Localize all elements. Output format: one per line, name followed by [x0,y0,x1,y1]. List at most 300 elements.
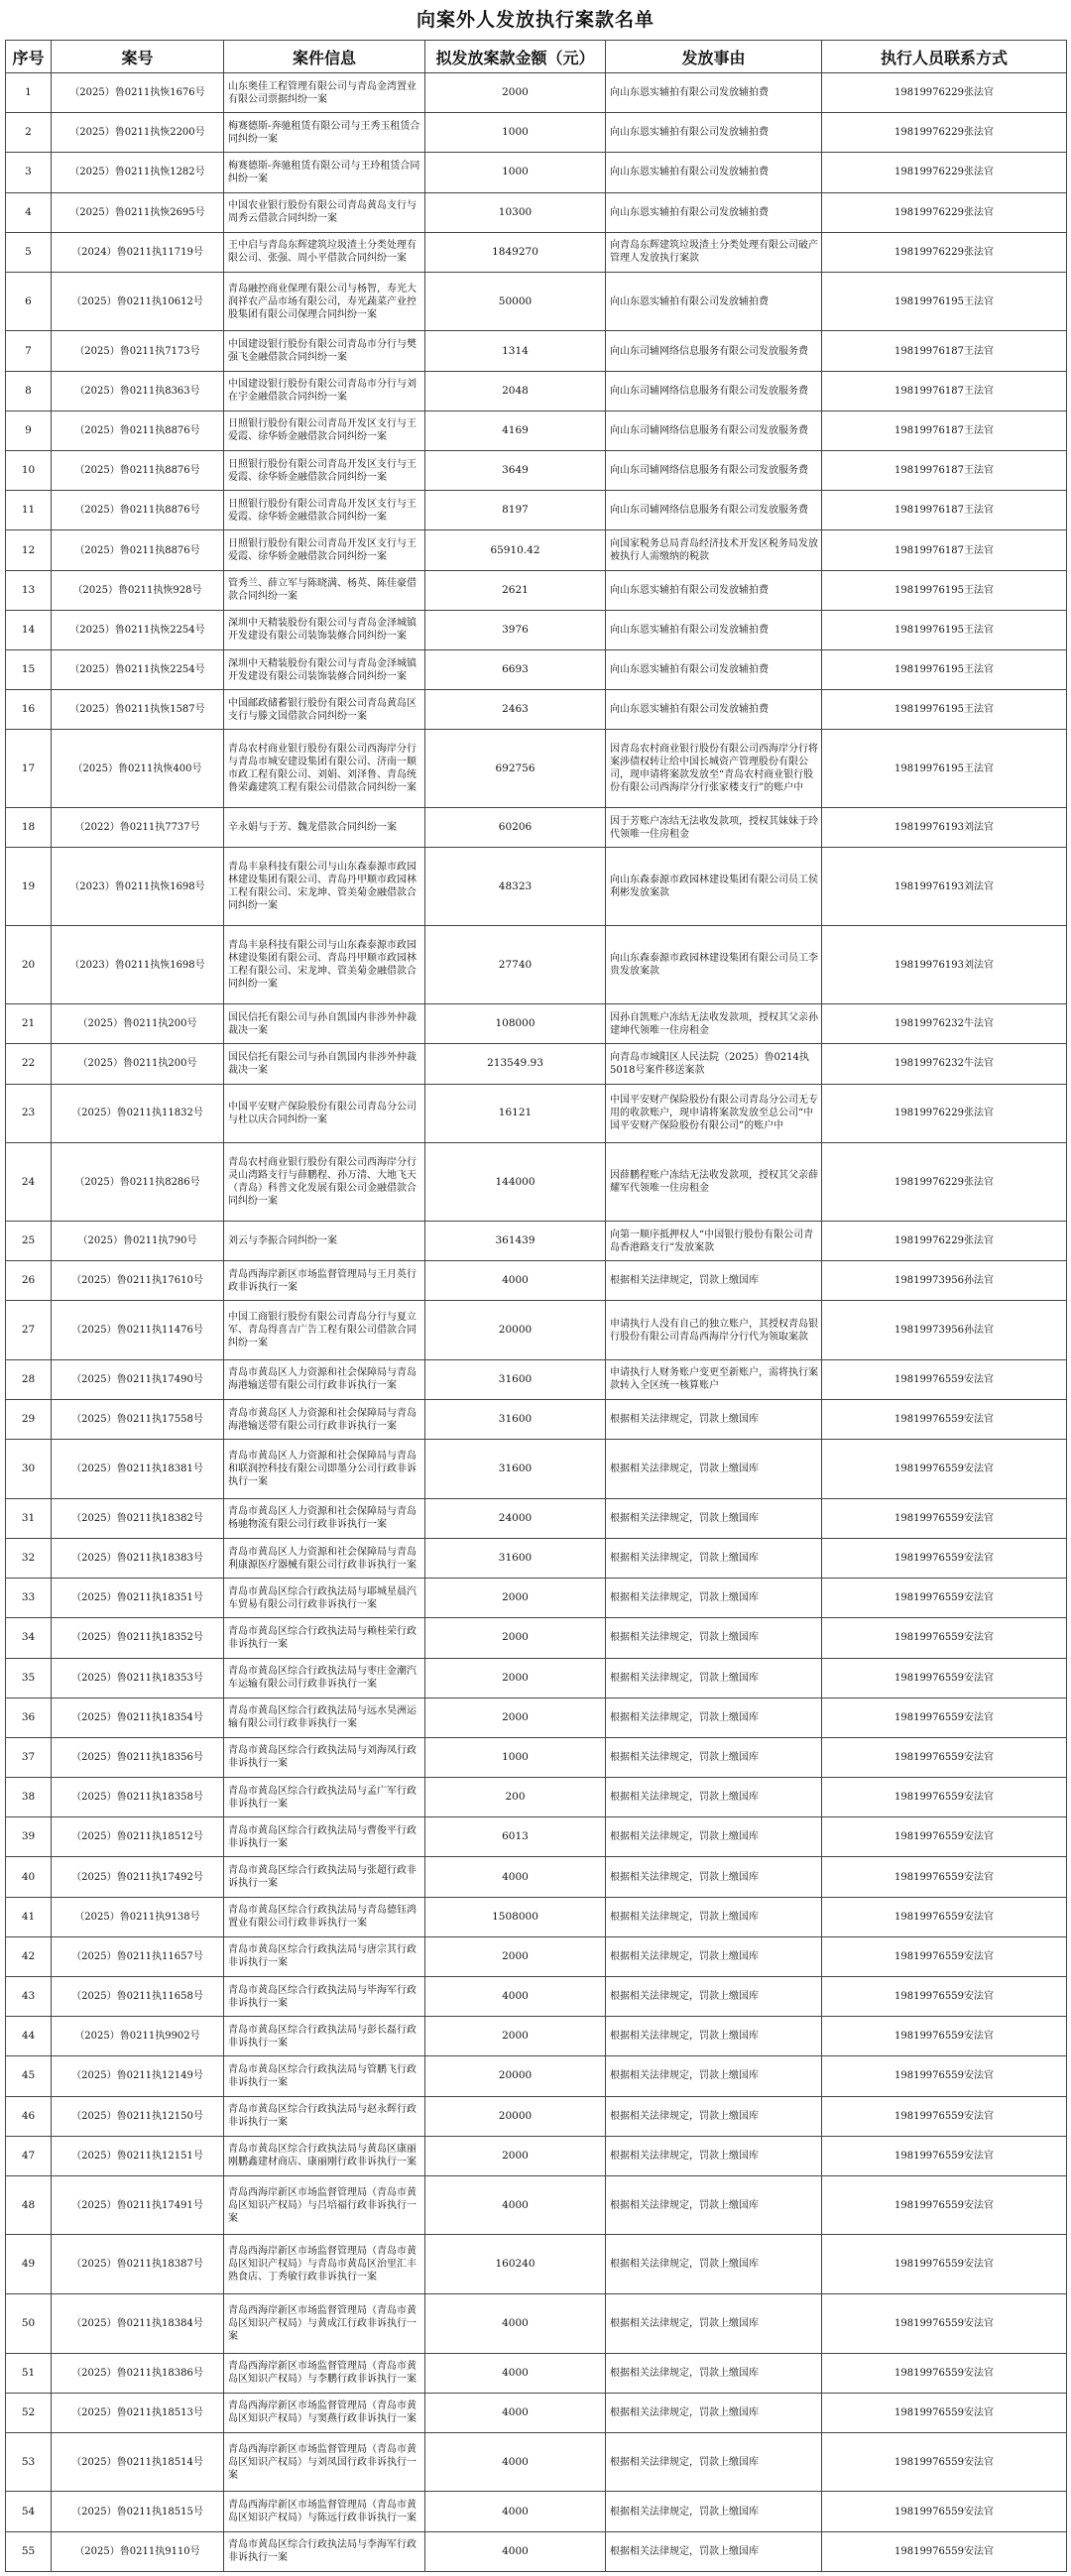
cell-case-info: 中国农业银行股份有限公司青岛黄岛支行与周秀云借款合同纠纷一案 [224,192,425,232]
cell-case-info: 青岛市黄岛区综合行政执法局与黄岛区康丽刚鹏鑫建材商店、康丽刚行政非诉执行一案 [224,2136,425,2175]
cell-reason: 向青岛市城阳区人民法院（2025）鲁0214执5018号案件移送案款 [606,1044,822,1084]
table-row [6,1498,1067,1538]
cell-seq: 24 [6,1143,52,1222]
cell-amount: 31600 [425,1538,606,1578]
cell-seq: 38 [6,1778,52,1817]
table-row [6,2235,1067,2294]
cell-case-no: （2025）鲁0211执12149号 [52,2056,224,2096]
cell-contact: 19819976195王法官 [822,649,1067,689]
cell-reason: 根据相关法律规定，罚款上缴国库 [606,1579,822,1618]
cell-reason: 根据相关法律规定，罚款上缴国库 [606,1977,822,2017]
cell-contact: 19819976187王法官 [822,331,1067,371]
cell-amount: 27740 [425,926,606,1004]
cell-contact: 19819976187王法官 [822,371,1067,410]
cell-contact: 19819976559安法官 [822,2492,1067,2531]
cell-amount: 160240 [425,2235,606,2294]
header-amount: 拟发放案款金额（元） [425,41,606,73]
cell-seq: 36 [6,1698,52,1737]
cell-seq: 26 [6,1261,52,1301]
cell-reason: 向山东森泰源市政园林建设集团有限公司员工李贵发放案款 [606,926,822,1004]
cell-seq: 46 [6,2096,52,2136]
cell-case-no: （2025）鲁0211执18356号 [52,1737,224,1777]
cell-case-no: （2025）鲁0211执17492号 [52,1857,224,1897]
table-row [6,1084,1067,1143]
cell-seq: 30 [6,1440,52,1499]
table-row [6,730,1067,808]
cell-case-no: （2025）鲁0211执18381号 [52,1440,224,1499]
table-row [6,570,1067,610]
cell-reason: 向国家税务总局青岛经济技术开发区税务局发放被执行人需缴纳的税款 [606,530,822,570]
table-row [6,2175,1067,2235]
cell-case-no: （2025）鲁0211执7173号 [52,331,224,371]
cell-case-info: 青岛西海岸新区市场监督管理局（青岛市黄岛区知识产权局）与青岛市黄岛区治里汇丰熟食店、丁秀敏行政非诉执行一案 [224,2235,425,2294]
table-row [6,926,1067,1004]
cell-reason: 根据相关法律规定，罚款上缴国库 [606,1498,822,1538]
cell-contact: 19819976559安法官 [822,1400,1067,1440]
cell-amount: 4169 [425,410,606,450]
cell-case-info: 日照银行股份有限公司青岛开发区支行与王爱霞、徐华娇金融借款合同纠纷一案 [224,530,425,570]
cell-reason: 根据相关法律规定，罚款上缴国库 [606,2175,822,2235]
cell-amount: 50000 [425,272,606,331]
cell-contact: 19819976559安法官 [822,2175,1067,2235]
cell-seq: 16 [6,690,52,730]
cell-amount: 1000 [425,113,606,153]
cell-amount: 6013 [425,1817,606,1857]
cell-seq: 42 [6,1936,52,1976]
cell-amount: 1508000 [425,1897,606,1936]
cell-reason: 根据相关法律规定，罚款上缴国库 [606,1817,822,1857]
cell-case-info: 青岛市黄岛区综合行政执法局与张超行政非诉执行一案 [224,1857,425,1897]
cell-amount: 2000 [425,1698,606,1737]
cell-contact: 19819976559安法官 [822,2017,1067,2056]
cell-amount: 48323 [425,848,606,926]
table-row [6,1977,1067,2017]
table-row [6,1301,1067,1360]
cell-seq: 53 [6,2432,52,2492]
cell-case-no: （2022）鲁0211执7737号 [52,808,224,848]
cell-case-info: 青岛西海岸新区市场监督管理局与王月英行政非诉执行一案 [224,1261,425,1301]
cell-amount: 24000 [425,1498,606,1538]
table-row [6,153,1067,192]
cell-amount: 31600 [425,1440,606,1499]
cell-reason: 根据相关法律规定，罚款上缴国库 [606,2531,822,2571]
cell-contact: 19819976559安法官 [822,1857,1067,1897]
table-row [6,410,1067,450]
cell-contact: 19819976559安法官 [822,2056,1067,2096]
cell-case-no: （2025）鲁0211执9902号 [52,2017,224,2056]
cell-contact: 19819976559安法官 [822,1498,1067,1538]
cell-case-no: （2025）鲁0211执18351号 [52,1579,224,1618]
cell-case-info: 深圳中天精装股份有限公司与青岛金泽城镇开发建设有限公司装饰装修合同纠纷一案 [224,610,425,649]
table-row [6,2432,1067,2492]
cell-reason: 向山东恩实辅拍有限公司发放辅拍费 [606,649,822,689]
cell-amount: 3649 [425,451,606,491]
cell-reason: 因孙自凯账户冻结无法收发款项，授权其父亲孙建坤代领唯一住房租金 [606,1004,822,1044]
cell-seq: 31 [6,1498,52,1538]
cell-reason: 根据相关法律规定，罚款上缴国库 [606,2056,822,2096]
cell-reason: 根据相关法律规定，罚款上缴国库 [606,2096,822,2136]
cell-reason: 向山东恩实辅拍有限公司发放辅拍费 [606,690,822,730]
table-row [6,1936,1067,1976]
cell-case-info: 青岛农村商业银行股份有限公司西海岸分行灵山湾路支行与薛鹏程、孙万清、大地飞天（青岛）科普文化发展有限公司金融借款合同纠纷一案 [224,1143,425,1222]
cell-seq: 20 [6,926,52,1004]
cell-case-info: 青岛市黄岛区综合行政执法局与毕海军行政非诉执行一案 [224,1977,425,2017]
cell-case-no: （2025）鲁0211执18514号 [52,2432,224,2492]
cell-seq: 29 [6,1400,52,1440]
table-row [6,1538,1067,1578]
table-row [6,1004,1067,1044]
cell-seq: 23 [6,1084,52,1143]
cell-amount: 6693 [425,649,606,689]
table-row [6,2017,1067,2056]
cell-reason: 根据相关法律规定，罚款上缴国库 [606,1261,822,1301]
cell-reason: 根据相关法律规定，罚款上缴国库 [606,2492,822,2531]
cell-case-no: （2025）鲁0211执9110号 [52,2531,224,2571]
cell-reason: 向山东司辅网络信息服务有限公司发放服务费 [606,331,822,371]
table-row [6,1044,1067,1084]
cell-contact: 19819976559安法官 [822,2294,1067,2354]
cell-case-info: 国民信托有限公司与孙自凯国内非涉外仲裁裁决一案 [224,1044,425,1084]
cell-contact: 19819976193刘法官 [822,848,1067,926]
cell-case-no: （2025）鲁0211执恢2695号 [52,192,224,232]
cell-case-no: （2025）鲁0211执11658号 [52,1977,224,2017]
cell-case-no: （2025）鲁0211执18515号 [52,2492,224,2531]
cell-amount: 2621 [425,570,606,610]
cell-seq: 27 [6,1301,52,1360]
cell-amount: 2000 [425,2017,606,2056]
cell-contact: 19819976195王法官 [822,570,1067,610]
cell-case-info: 青岛市黄岛区综合行政执法局与刘海凤行政非诉执行一案 [224,1737,425,1777]
cell-case-no: （2025）鲁0211执9138号 [52,1897,224,1936]
cell-case-no: （2025）鲁0211执8363号 [52,371,224,410]
cell-contact: 19819976559安法官 [822,2096,1067,2136]
cell-seq: 33 [6,1579,52,1618]
table-row [6,848,1067,926]
cell-case-no: （2025）鲁0211执12150号 [52,2096,224,2136]
cell-case-info: 青岛西海岸新区市场监督管理局（青岛市黄岛区知识产权局）与陈远行政非诉执行一案 [224,2492,425,2531]
table-row [6,232,1067,272]
table-row [6,451,1067,491]
table-row [6,1440,1067,1499]
table-row [6,2056,1067,2096]
cell-case-no: （2023）鲁0211执恢1698号 [52,848,224,926]
table-row [6,1857,1067,1897]
cell-amount: 1000 [425,1737,606,1777]
cell-seq: 32 [6,1538,52,1578]
page-title: 向案外人发放执行案款名单 [416,9,654,31]
cell-reason: 向山东恩实辅拍有限公司发放辅拍费 [606,153,822,192]
cell-case-no: （2024）鲁0211执11719号 [52,232,224,272]
cell-contact: 19819976559安法官 [822,2432,1067,2492]
cell-reason: 根据相关法律规定，罚款上缴国库 [606,1857,822,1897]
cell-reason: 因青岛农村商业银行股份有限公司西海岸分行将案涉债权转让给中国长城资产管理股份有限公司，现申请将案款发放至“青岛农村商业银行股份有限公司西海岸分行张家楼支行”的账户中 [606,730,822,808]
cell-seq: 55 [6,2531,52,2571]
table-row [6,1618,1067,1658]
cell-amount: 2000 [425,2136,606,2175]
cell-case-info: 日照银行股份有限公司青岛开发区支行与王爱霞、徐华娇金融借款合同纠纷一案 [224,491,425,530]
cell-seq: 11 [6,491,52,530]
table-body [6,73,1067,2572]
cell-reason: 根据相关法律规定，罚款上缴国库 [606,2432,822,2492]
cell-reason: 向山东森泰源市政园林建设集团有限公司员工侯利彬发放案款 [606,848,822,926]
cell-reason: 根据相关法律规定，罚款上缴国库 [606,2235,822,2294]
cell-seq: 37 [6,1737,52,1777]
cell-case-no: （2025）鲁0211执10612号 [52,272,224,331]
cell-case-no: （2025）鲁0211执8876号 [52,410,224,450]
cell-amount: 2000 [425,1658,606,1698]
cell-contact: 19819976229张法官 [822,1084,1067,1143]
cell-amount: 2000 [425,1579,606,1618]
cell-contact: 19819976559安法官 [822,1658,1067,1698]
cell-contact: 19819973956孙法官 [822,1261,1067,1301]
cell-case-no: （2025）鲁0211执8876号 [52,491,224,530]
cell-seq: 5 [6,232,52,272]
cell-case-info: 青岛西海岸新区市场监督管理局（青岛市黄岛区知识产权局）与黄成江行政非诉执行一案 [224,2294,425,2354]
cell-seq: 43 [6,1977,52,2017]
table-row [6,610,1067,649]
cell-contact: 19819976229张法官 [822,232,1067,272]
cell-seq: 50 [6,2294,52,2354]
cell-amount: 4000 [425,1857,606,1897]
cell-case-no: （2025）鲁0211执18382号 [52,1498,224,1538]
cell-contact: 19819976559安法官 [822,2235,1067,2294]
table-row [6,690,1067,730]
cell-case-no: （2025）鲁0211执11832号 [52,1084,224,1143]
table-row [6,808,1067,848]
table-row [6,1579,1067,1618]
cell-case-info: 深圳中天精装股份有限公司与青岛金泽城镇开发建设有限公司装饰装修合同纠纷一案 [224,649,425,689]
cell-amount: 4000 [425,2353,606,2393]
cell-case-no: （2025）鲁0211执恢928号 [52,570,224,610]
table-row [6,2531,1067,2571]
cell-amount: 200 [425,1778,606,1817]
cell-case-no: （2025）鲁0211执200号 [52,1044,224,1084]
cell-case-info: 刘云与李振合同纠纷一案 [224,1221,425,1260]
cell-amount: 3976 [425,610,606,649]
cell-case-no: （2025）鲁0211执恢400号 [52,730,224,808]
cell-case-no: （2025）鲁0211执18386号 [52,2353,224,2393]
cell-contact: 19819976559安法官 [822,2531,1067,2571]
cell-amount: 4000 [425,2432,606,2492]
cell-case-info: 管秀兰、薛立军与陈晓满、杨英、陈佳豪借款合同纠纷一案 [224,570,425,610]
cell-case-info: 青岛市黄岛区综合行政执法局与赵永辉行政非诉执行一案 [224,2096,425,2136]
cell-case-no: （2025）鲁0211执17491号 [52,2175,224,2235]
cell-case-info: 中国平安财产保险股份有限公司青岛分公司与杜以庆合同纠纷一案 [224,1084,425,1143]
cell-case-info: 辛永娟与于芳、魏龙借款合同纠纷一案 [224,808,425,848]
cell-case-no: （2023）鲁0211执恢1698号 [52,926,224,1004]
table-row [6,371,1067,410]
cell-seq: 48 [6,2175,52,2235]
table-row [6,1261,1067,1301]
cell-contact: 19819976559安法官 [822,1817,1067,1857]
cell-reason: 向山东司辅网络信息服务有限公司发放服务费 [606,371,822,410]
cell-seq: 15 [6,649,52,689]
cell-case-info: 青岛市黄岛区综合行政执法局与耶城星晨汽车贸易有限公司行政非诉执行一案 [224,1579,425,1618]
table-row [6,192,1067,232]
cell-reason: 向第一顺序抵押权人“中国银行股份有限公司青岛香港路支行”发放案款 [606,1221,822,1260]
cell-reason: 申请执行人没有自己的独立账户，其授权青岛银行股份有限公司青岛西海岸分行代为领取案款 [606,1301,822,1360]
cell-case-no: （2025）鲁0211执790号 [52,1221,224,1260]
cell-case-info: 青岛市黄岛区综合行政执法局与孟广军行政非诉执行一案 [224,1778,425,1817]
table-row [6,1737,1067,1777]
cell-amount: 4000 [425,2492,606,2531]
cell-seq: 12 [6,530,52,570]
cell-contact: 19819976232牛法官 [822,1044,1067,1084]
cell-reason: 根据相关法律规定，罚款上缴国库 [606,2353,822,2393]
cell-reason: 向山东司辅网络信息服务有限公司发放服务费 [606,451,822,491]
cell-contact: 19819976559安法官 [822,1440,1067,1499]
cell-amount: 2000 [425,1618,606,1658]
cell-contact: 19819976559安法官 [822,2136,1067,2175]
table-header-row [6,41,1067,73]
cell-case-no: （2025）鲁0211执18358号 [52,1778,224,1817]
cell-contact: 19819976229张法官 [822,113,1067,153]
cell-amount: 60206 [425,808,606,848]
cell-case-no: （2025）鲁0211执12151号 [52,2136,224,2175]
cell-contact: 19819976193刘法官 [822,808,1067,848]
cell-seq: 34 [6,1618,52,1658]
cell-case-info: 青岛市黄岛区人力资源和社会保障局与青岛和联润控科技有限公司即墨分公司行政非诉执行一案 [224,1440,425,1499]
table-row [6,1658,1067,1698]
cell-contact: 19819976559安法官 [822,1737,1067,1777]
cell-seq: 8 [6,371,52,410]
cell-case-info: 日照银行股份有限公司青岛开发区支行与王爱霞、徐华娇金融借款合同纠纷一案 [224,451,425,491]
table-row [6,491,1067,530]
cell-contact: 19819976195王法官 [822,610,1067,649]
table-row [6,530,1067,570]
cell-contact: 19819976229张法官 [822,192,1067,232]
cell-case-no: （2025）鲁0211执17490号 [52,1359,224,1399]
cell-case-no: （2025）鲁0211执8876号 [52,530,224,570]
cell-reason: 根据相关法律规定，罚款上缴国库 [606,1400,822,1440]
cell-amount: 4000 [425,2393,606,2432]
cell-amount: 2000 [425,73,606,113]
table-row [6,1698,1067,1737]
cell-seq: 1 [6,73,52,113]
cell-reason: 根据相关法律规定，罚款上缴国库 [606,1618,822,1658]
cell-reason: 根据相关法律规定，罚款上缴国库 [606,2294,822,2354]
cell-contact: 19819976232牛法官 [822,1004,1067,1044]
cell-case-no: （2025）鲁0211执18383号 [52,1538,224,1578]
cell-contact: 19819976195王法官 [822,272,1067,331]
table-row [6,2393,1067,2432]
cell-case-info: 青岛西海岸新区市场监督管理局（青岛市黄岛区知识产权局）与李鹏行政非诉执行一案 [224,2353,425,2393]
cell-reason: 因薛鹏程账户冻结无法收发款项，授权其父亲薛耀军代领唯一住房租金 [606,1143,822,1222]
cell-case-no: （2025）鲁0211执18513号 [52,2393,224,2432]
cell-seq: 13 [6,570,52,610]
cell-reason: 根据相关法律规定，罚款上缴国库 [606,1658,822,1698]
cell-seq: 52 [6,2393,52,2432]
cell-contact: 19819976559安法官 [822,1538,1067,1578]
table-row [6,2294,1067,2354]
cell-seq: 21 [6,1004,52,1044]
cell-contact: 19819973956孙法官 [822,1301,1067,1360]
cell-case-no: （2025）鲁0211执恢1676号 [52,73,224,113]
cell-reason: 根据相关法律规定，罚款上缴国库 [606,2017,822,2056]
cell-contact: 19819976559安法官 [822,1698,1067,1737]
table-row [6,1400,1067,1440]
cell-case-info: 青岛市黄岛区综合行政执法局与彭长磊行政非诉执行一案 [224,2017,425,2056]
cell-case-no: （2025）鲁0211执8286号 [52,1143,224,1222]
cell-seq: 49 [6,2235,52,2294]
cell-case-info: 青岛市黄岛区综合行政执法局与李海军行政非诉执行一案 [224,2531,425,2571]
cell-seq: 22 [6,1044,52,1084]
table-row [6,113,1067,153]
cell-case-info: 青岛丰泉科技有限公司与山东森泰源市政园林建设集团有限公司、青岛丹甲顺市政园林工程有限公司、宋龙坤、管美菊金融借款合同纠纷一案 [224,848,425,926]
cell-case-info: 青岛市黄岛区综合行政执法局与管鹏飞行政非诉执行一案 [224,2056,425,2096]
cell-seq: 35 [6,1658,52,1698]
cell-amount: 213549.93 [425,1044,606,1084]
table-row [6,1221,1067,1260]
cell-case-no: （2025）鲁0211执18352号 [52,1618,224,1658]
cell-reason: 因于芳账户冻结无法收发款项，授权其妹妹于玲代领唯一住房租金 [606,808,822,848]
cell-case-info: 青岛市黄岛区综合行政执法局与远水昊洲运输有限公司行政非诉执行一案 [224,1698,425,1737]
cell-amount: 4000 [425,1261,606,1301]
cell-case-info: 中国工商银行股份有限公司青岛分行与夏立军、青岛得喜吉广告工程有限公司借款合同纠纷一案 [224,1301,425,1360]
cell-reason: 申请执行人财务账户变更至新账户，需将执行案款转入全区统一核算账户 [606,1359,822,1399]
cell-case-no: （2025）鲁0211执18512号 [52,1817,224,1857]
cell-amount: 16121 [425,1084,606,1143]
payout-table [5,40,1067,2572]
cell-contact: 19819976559安法官 [822,1579,1067,1618]
cell-contact: 19819976559安法官 [822,2393,1067,2432]
cell-amount: 31600 [425,1359,606,1399]
header-reason: 发放事由 [606,41,822,73]
cell-reason: 向青岛东辉建筑垃圾渣土分类处理有限公司破产管理人发放执行案款 [606,232,822,272]
cell-reason: 中国平安财产保险股份有限公司青岛分公司无专用的收款账户，现申请将案款发放至总公司“中国平安财产保险股份有限公司”的账户中 [606,1084,822,1143]
cell-seq: 6 [6,272,52,331]
cell-contact: 19819976187王法官 [822,451,1067,491]
cell-seq: 47 [6,2136,52,2175]
cell-reason: 向山东恩实辅拍有限公司发放辅拍费 [606,272,822,331]
cell-case-info: 青岛丰泉科技有限公司与山东森泰源市政园林建设集团有限公司、青岛丹甲顺市政园林工程有限公司、宋龙坤、管美菊金融借款合同纠纷一案 [224,926,425,1004]
header-seq: 序号 [6,41,52,73]
cell-case-info: 青岛市黄岛区人力资源和社会保障局与青岛杨驰物流有限公司行政非诉执行一案 [224,1498,425,1538]
cell-reason: 向山东恩实辅拍有限公司发放辅拍费 [606,113,822,153]
cell-reason: 向山东司辅网络信息服务有限公司发放服务费 [606,491,822,530]
table-row [6,2492,1067,2531]
cell-contact: 19819976559安法官 [822,1359,1067,1399]
table-row [6,1817,1067,1857]
cell-case-no: （2025）鲁0211执200号 [52,1004,224,1044]
cell-amount: 144000 [425,1143,606,1222]
cell-case-info: 日照银行股份有限公司青岛开发区支行与王爱霞、徐华娇金融借款合同纠纷一案 [224,410,425,450]
cell-case-no: （2025）鲁0211执11657号 [52,1936,224,1976]
cell-amount: 4000 [425,2531,606,2571]
cell-contact: 19819976229张法官 [822,1221,1067,1260]
cell-seq: 54 [6,2492,52,2531]
cell-seq: 41 [6,1897,52,1936]
table-row [6,649,1067,689]
cell-case-no: （2025）鲁0211执17558号 [52,1400,224,1440]
cell-amount: 8197 [425,491,606,530]
cell-case-info: 青岛市黄岛区人力资源和社会保障局与青岛海港输送带有限公司行政非诉执行一案 [224,1400,425,1440]
cell-seq: 18 [6,808,52,848]
table-row [6,331,1067,371]
cell-case-no: （2025）鲁0211执11476号 [52,1301,224,1360]
cell-case-info: 青岛西海岸新区市场监督管理局（青岛市黄岛区知识产权局）与刘凤国行政非诉执行一案 [224,2432,425,2492]
cell-amount: 20000 [425,1301,606,1360]
cell-amount: 108000 [425,1004,606,1044]
table-row [6,1778,1067,1817]
cell-contact: 19819976559安法官 [822,1977,1067,2017]
cell-reason: 向山东恩实辅拍有限公司发放辅拍费 [606,73,822,113]
table-row [6,2096,1067,2136]
cell-reason: 根据相关法律规定，罚款上缴国库 [606,1538,822,1578]
cell-reason: 根据相关法律规定，罚款上缴国库 [606,1698,822,1737]
cell-case-info: 青岛市黄岛区综合行政执法局与青岛德钰鸿置业有限公司行政非诉执行一案 [224,1897,425,1936]
cell-amount: 31600 [425,1400,606,1440]
